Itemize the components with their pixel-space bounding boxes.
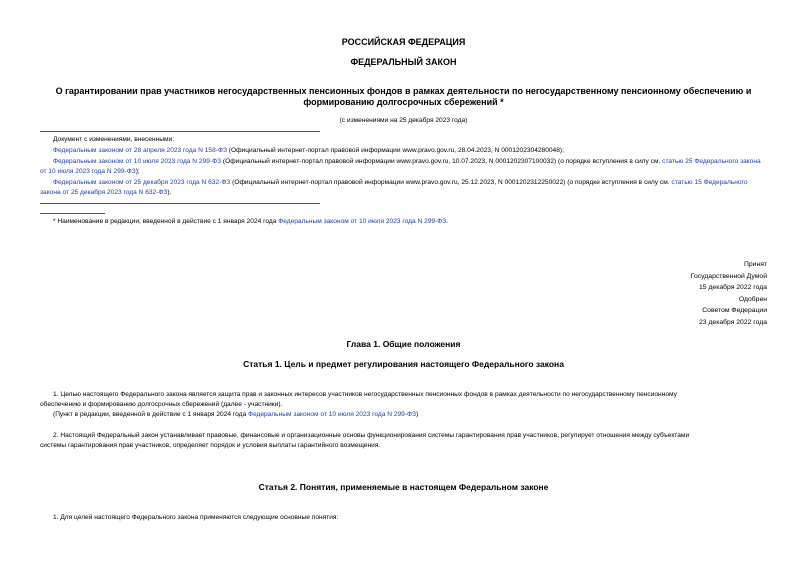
adoption-by-duma: Государственной Думой (690, 272, 767, 280)
p1-note-link-299fz[interactable]: Федеральным законом от 10 июля 2023 года N 299-ФЗ (247, 411, 417, 418)
article-1-paragraph-2: 2. Настоящий Федеральный закон устанавливает правовые, финансовые и организационные основы функционирования системы гарантирования прав участников, регулирует отношения между субъектами системы гарантирования прав участников, определяет порядок и условия выплаты гарантийного возмещения. (40, 432, 690, 449)
footnote-rule (40, 213, 105, 214)
law-title-line-1: О гарантировании прав участников негосударственных пенсионных фондов в рамках деятельности по негосударственному пенсионному обеспечению и (55, 86, 752, 96)
adoption-block (691, 259, 767, 328)
adoption-by-council: Советом Федерации (702, 307, 767, 314)
amendments-top-rule (40, 131, 320, 132)
amendment-link-158fz[interactable]: Федеральным законом от 28 апреля 2023 года N 158-ФЗ (53, 147, 227, 154)
article-2-title: Статья 2. Понятия, применяемые в настоящем Федеральном законе (258, 482, 549, 492)
law-type-heading: ФЕДЕРАЛЬНЫЙ ЗАКОН (350, 57, 457, 67)
amendment-item-3: Федеральным законом от 25 декабря 2023 года N 632-ФЗ (Официальный интернет-портал правовой информации www.pravo.gov.ru, 25.12.2023, N 0001202312250022) (о порядке вступления в силу см. статью 15 Федерального закона от 25 декабря 2023 года N 632-ФЗ). (40, 179, 748, 196)
amendment-link-632fz[interactable]: Федеральным законом от 25 декабря 2023 года N 632-ФЗ (53, 179, 231, 186)
amendments-intro: Документ с изменениями, внесенными: (53, 136, 175, 143)
chapter-1-title: Глава 1. Общие положения (346, 339, 461, 349)
article-1-paragraph-1-note: (Пункт в редакции, введенной в действие с 1 января 2024 года Федеральным законом от 10 июля 2023 года N 299-ФЗ) (53, 411, 419, 418)
law-title-line-2: формированию долгосрочных сбережений * (303, 97, 504, 107)
footnote-link-299fz[interactable]: Федеральным законом от 10 июля 2023 года N 299-ФЗ (278, 218, 447, 225)
amendment-item-2: Федеральным законом от 10 июля 2023 года N 299-ФЗ (Официальный интернет-портал правовой информации www.pravo.gov.ru, 10.07.2023, N 0001202307100032) (о порядке вступления в силу см. статью 25 Федерального закона от 10 июля 2023 года N 299-ФЗ); (40, 158, 761, 175)
adoption-approved: Одобрен (738, 295, 767, 303)
article-1-paragraph-1: 1. Целью настоящего Федерального закона является защита прав и законных интересов участников негосударственных пенсионных фондов в рамках деятельности по негосударственному пенсионному обеспечению и формированию долгосрочных сбережений (далее - участники). (40, 391, 677, 408)
footnote: * Наименование в редакции, введенной в действие с 1 января 2024 года Федеральным законом от 10 июля 2023 года N 299-ФЗ. (53, 218, 449, 225)
adoption-accepted: Принят (743, 261, 767, 268)
article-1-title: Статья 1. Цель и предмет регулирования настоящего Федерального закона (243, 359, 564, 369)
adoption-duma-date: 15 декабря 2022 года (699, 284, 767, 291)
country-heading: РОССИЙСКАЯ ФЕДЕРАЦИЯ (341, 37, 466, 47)
adoption-council-date: 23 декабря 2022 года (699, 318, 767, 326)
article-2-paragraph-1: 1. Для целей настоящего Федерального закона применяются следующие основные понятия: (53, 514, 339, 521)
amendment-item-1: Федеральным законом от 28 апреля 2023 года N 158-ФЗ (Официальный интернет-портал правовой информации www.pravo.gov.ru, 28.04.2023, N 0001202304280048); (53, 147, 564, 154)
amendment-link-632fz-article15[interactable]: статью 15 Федерального закона от 25 декабря 2023 года N 632-ФЗ (40, 179, 748, 196)
revision-note: (с изменениями на 25 декабря 2023 года) (339, 117, 468, 124)
amendment-link-299fz[interactable]: Федеральным законом от 10 июля 2023 года N 299-ФЗ (53, 158, 222, 165)
amendments-bottom-rule (40, 203, 320, 204)
amendment-link-299fz-article25[interactable]: статью 25 Федерального закона от 10 июля 2023 года N 299-ФЗ (40, 158, 761, 175)
